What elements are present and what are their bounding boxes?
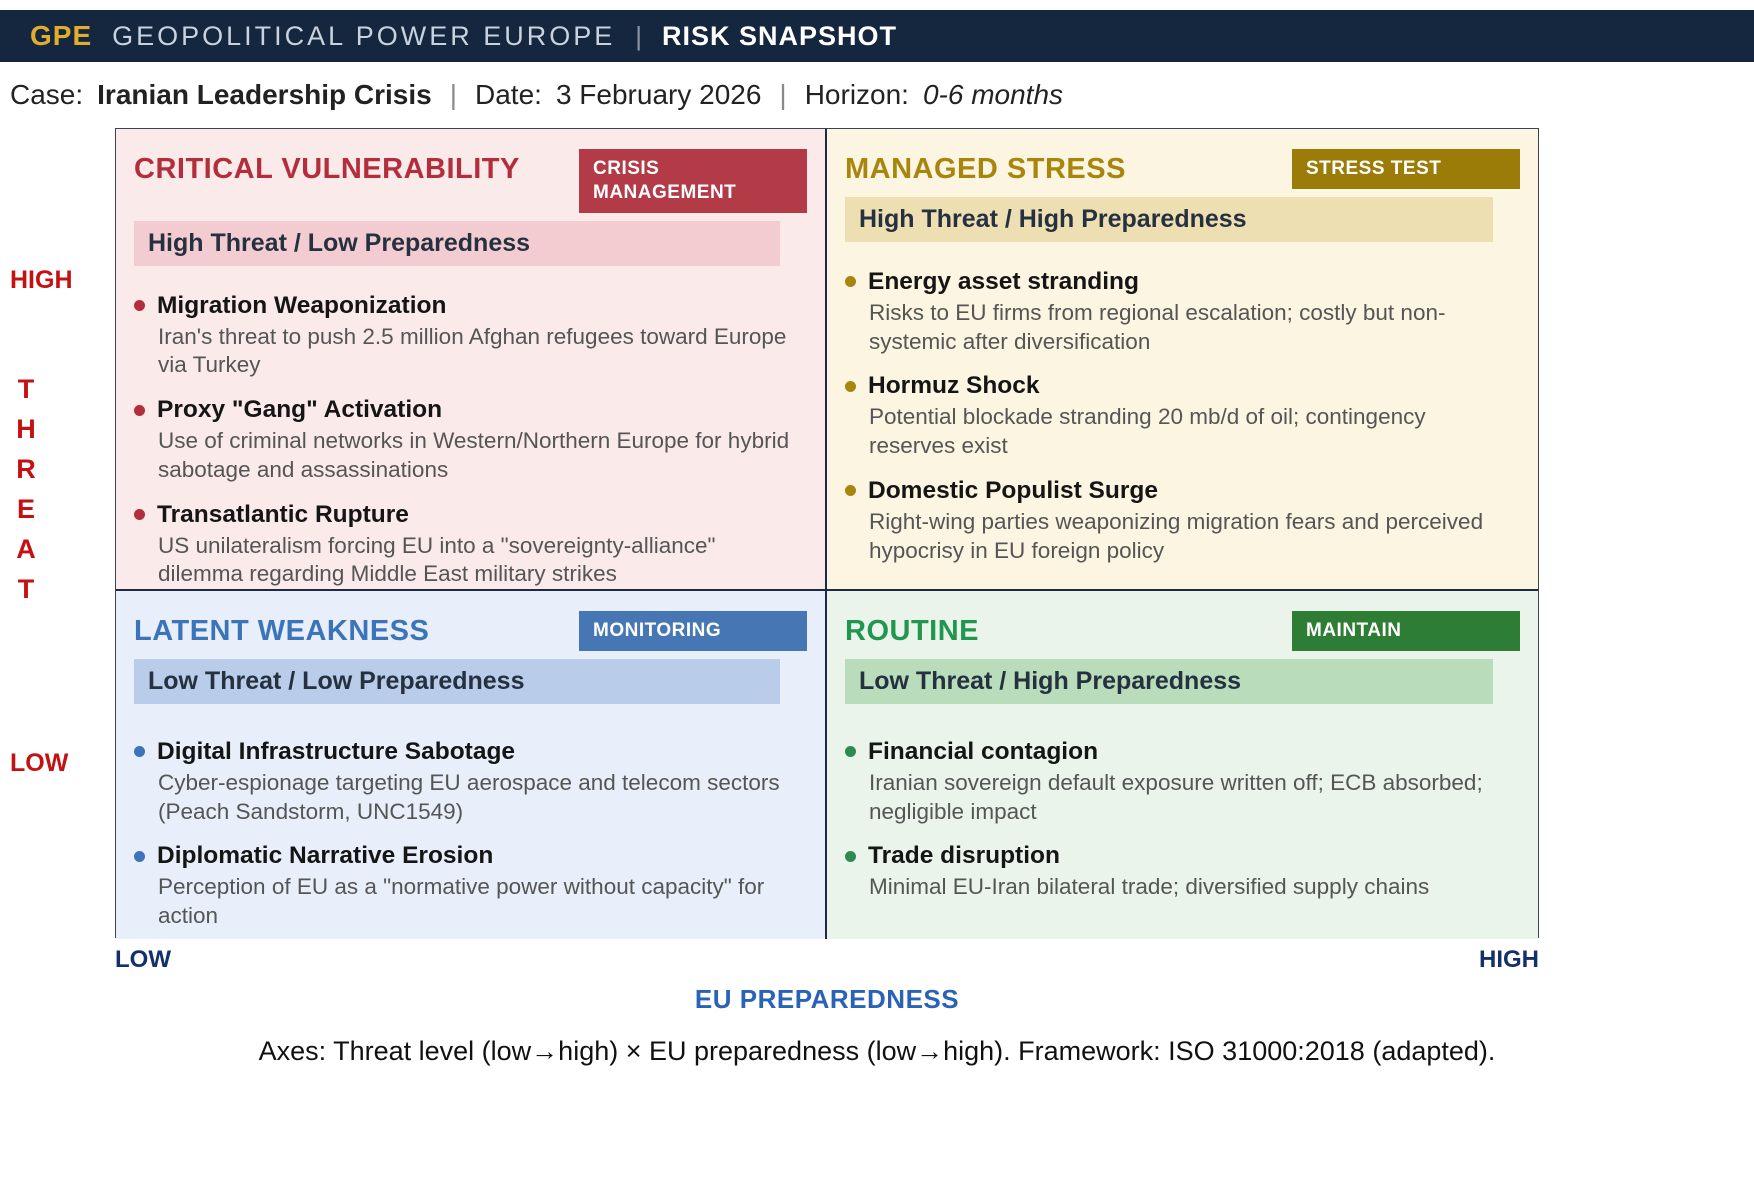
risk-title: Energy asset stranding bbox=[868, 267, 1139, 295]
case-label: Case: bbox=[10, 79, 84, 110]
quadrant-managed-stress bbox=[827, 129, 1538, 591]
risk-title-row bbox=[134, 842, 807, 870]
risk-description: US unilateralism forcing EU into a "sovereignty-alliance" dilemma regarding Middle East military strikes bbox=[158, 532, 716, 587]
monitoring-badge: MONITORING bbox=[579, 611, 807, 651]
bullet-dot bbox=[845, 851, 856, 862]
risk-list bbox=[845, 268, 1520, 566]
risk-item bbox=[134, 292, 807, 381]
bullet-dot bbox=[134, 851, 145, 862]
quadrant-header bbox=[134, 149, 807, 213]
case-line bbox=[10, 79, 1063, 111]
quadrant-title: LATENT WEAKNESS bbox=[134, 615, 430, 647]
bullet-dot bbox=[845, 746, 856, 757]
risk-title: Financial contagion bbox=[868, 737, 1099, 765]
risk-title: Hormuz Shock bbox=[868, 372, 1040, 400]
risk-description: Potential blockade stranding 20 mb/d of oil; contingency reserves exist bbox=[869, 404, 1426, 459]
risk-description: Minimal EU-Iran bilateral trade; diversified supply chains bbox=[869, 874, 1430, 900]
risk-title: Diplomatic Narrative Erosion bbox=[157, 842, 494, 870]
header-subtitle: RISK SNAPSHOT bbox=[662, 20, 898, 51]
stress-test-badge: STRESS TEST bbox=[1292, 149, 1520, 189]
case-separator: | bbox=[779, 79, 787, 110]
risk-title-row bbox=[845, 738, 1520, 766]
risk-item bbox=[134, 396, 807, 485]
quadrant-title: CRITICAL VULNERABILITY bbox=[134, 153, 520, 185]
app-header bbox=[0, 10, 1754, 62]
bullet-dot bbox=[134, 509, 145, 520]
risk-description: Right-wing parties weaponizing migration fears and perceived hypocrisy in EU foreign policy bbox=[869, 508, 1484, 563]
risk-title: Trade disruption bbox=[868, 842, 1060, 870]
bullet-dot bbox=[134, 405, 145, 416]
risk-title-row bbox=[845, 477, 1520, 505]
risk-list bbox=[134, 292, 807, 590]
risk-title: Digital Infrastructure Sabotage bbox=[157, 737, 516, 765]
bullet-dot bbox=[845, 276, 856, 287]
risk-description: Risks to EU firms from regional escalation; costly but non-systemic after diversification bbox=[869, 299, 1446, 354]
risk-item bbox=[134, 842, 807, 931]
quadrant-subtitle: High Threat / Low Preparedness bbox=[134, 221, 780, 266]
risk-title: Proxy "Gang" Activation bbox=[157, 396, 443, 424]
quadrant-header bbox=[845, 149, 1520, 189]
bullet-dot bbox=[845, 485, 856, 496]
risk-description: Iranian sovereign default exposure written off; ECB absorbed; negligible impact bbox=[869, 769, 1483, 824]
bullet-dot bbox=[134, 746, 145, 757]
quadrant-latent-weakness bbox=[116, 591, 827, 939]
risk-title-row bbox=[134, 501, 807, 529]
risk-list bbox=[845, 738, 1520, 902]
header-title: GEOPOLITICAL POWER EUROPE bbox=[112, 20, 616, 51]
risk-title-row bbox=[134, 292, 807, 320]
case-value: Iranian Leadership Crisis bbox=[97, 79, 432, 110]
threat-axis-low-label: LOW bbox=[10, 749, 69, 777]
date-value: 3 February 2026 bbox=[555, 79, 762, 110]
header-separator: | bbox=[635, 20, 642, 51]
risk-item bbox=[845, 477, 1520, 566]
risk-title: Domestic Populist Surge bbox=[868, 476, 1158, 504]
risk-title-row bbox=[134, 738, 807, 766]
preparedness-axis-title: EU PREPAREDNESS bbox=[694, 984, 960, 1014]
quadrant-subtitle: High Threat / High Preparedness bbox=[845, 197, 1493, 242]
quadrant-subtitle: Low Threat / Low Preparedness bbox=[134, 659, 780, 704]
crisis-management-badge: CRISIS MANAGEMENT bbox=[579, 149, 807, 213]
bullet-dot bbox=[845, 381, 856, 392]
risk-item bbox=[845, 268, 1520, 357]
quadrant-routine bbox=[827, 591, 1538, 939]
quadrant-header bbox=[845, 611, 1520, 651]
risk-item bbox=[845, 738, 1520, 827]
quadrant-subtitle: Low Threat / High Preparedness bbox=[845, 659, 1493, 704]
maintain-badge: MAINTAIN bbox=[1292, 611, 1520, 651]
horizon-value: 0-6 months bbox=[922, 79, 1064, 110]
risk-title: Transatlantic Rupture bbox=[157, 500, 409, 528]
risk-description: Cyber-espionage targeting EU aerospace and telecom sectors (Peach Sandstorm, UNC1549) bbox=[158, 769, 780, 824]
quadrant-header bbox=[134, 611, 807, 651]
risk-item bbox=[134, 501, 807, 590]
preparedness-axis-low-label: LOW bbox=[115, 946, 171, 973]
risk-title-row bbox=[134, 396, 807, 424]
preparedness-axis-high-label: HIGH bbox=[1479, 946, 1539, 973]
risk-list bbox=[134, 738, 807, 931]
quadrant-title: MANAGED STRESS bbox=[845, 153, 1126, 185]
risk-title-row bbox=[845, 268, 1520, 296]
quadrant-critical-vulnerability bbox=[116, 129, 827, 591]
risk-item bbox=[845, 842, 1520, 902]
risk-description: Perception of EU as a "normative power without capacity" for action bbox=[158, 874, 765, 929]
risk-item bbox=[134, 738, 807, 827]
risk-title-row bbox=[845, 372, 1520, 400]
risk-title-row bbox=[845, 842, 1520, 870]
threat-axis-high-label: HIGH bbox=[10, 266, 73, 294]
quadrant-title: ROUTINE bbox=[845, 615, 979, 647]
threat-axis-title: THREAT bbox=[11, 374, 41, 614]
case-separator: | bbox=[449, 79, 458, 110]
horizon-label: Horizon: bbox=[804, 79, 909, 110]
gpe-logo: GPE bbox=[30, 20, 93, 51]
footer-note: Axes: Threat level (low→high) × EU preparedness (low→high). Framework: ISO 31000:2018 (adapted). bbox=[258, 1036, 1496, 1066]
risk-item bbox=[845, 372, 1520, 461]
risk-description: Use of criminal networks in Western/Northern Europe for hybrid sabotage and assassinations bbox=[158, 428, 790, 482]
date-label: Date: bbox=[475, 79, 542, 110]
risk-description: Iran's threat to push 2.5 million Afghan refugees toward Europe via Turkey bbox=[158, 323, 787, 378]
bullet-dot bbox=[134, 300, 145, 311]
risk-matrix bbox=[115, 128, 1539, 938]
risk-title: Migration Weaponization bbox=[157, 291, 447, 319]
